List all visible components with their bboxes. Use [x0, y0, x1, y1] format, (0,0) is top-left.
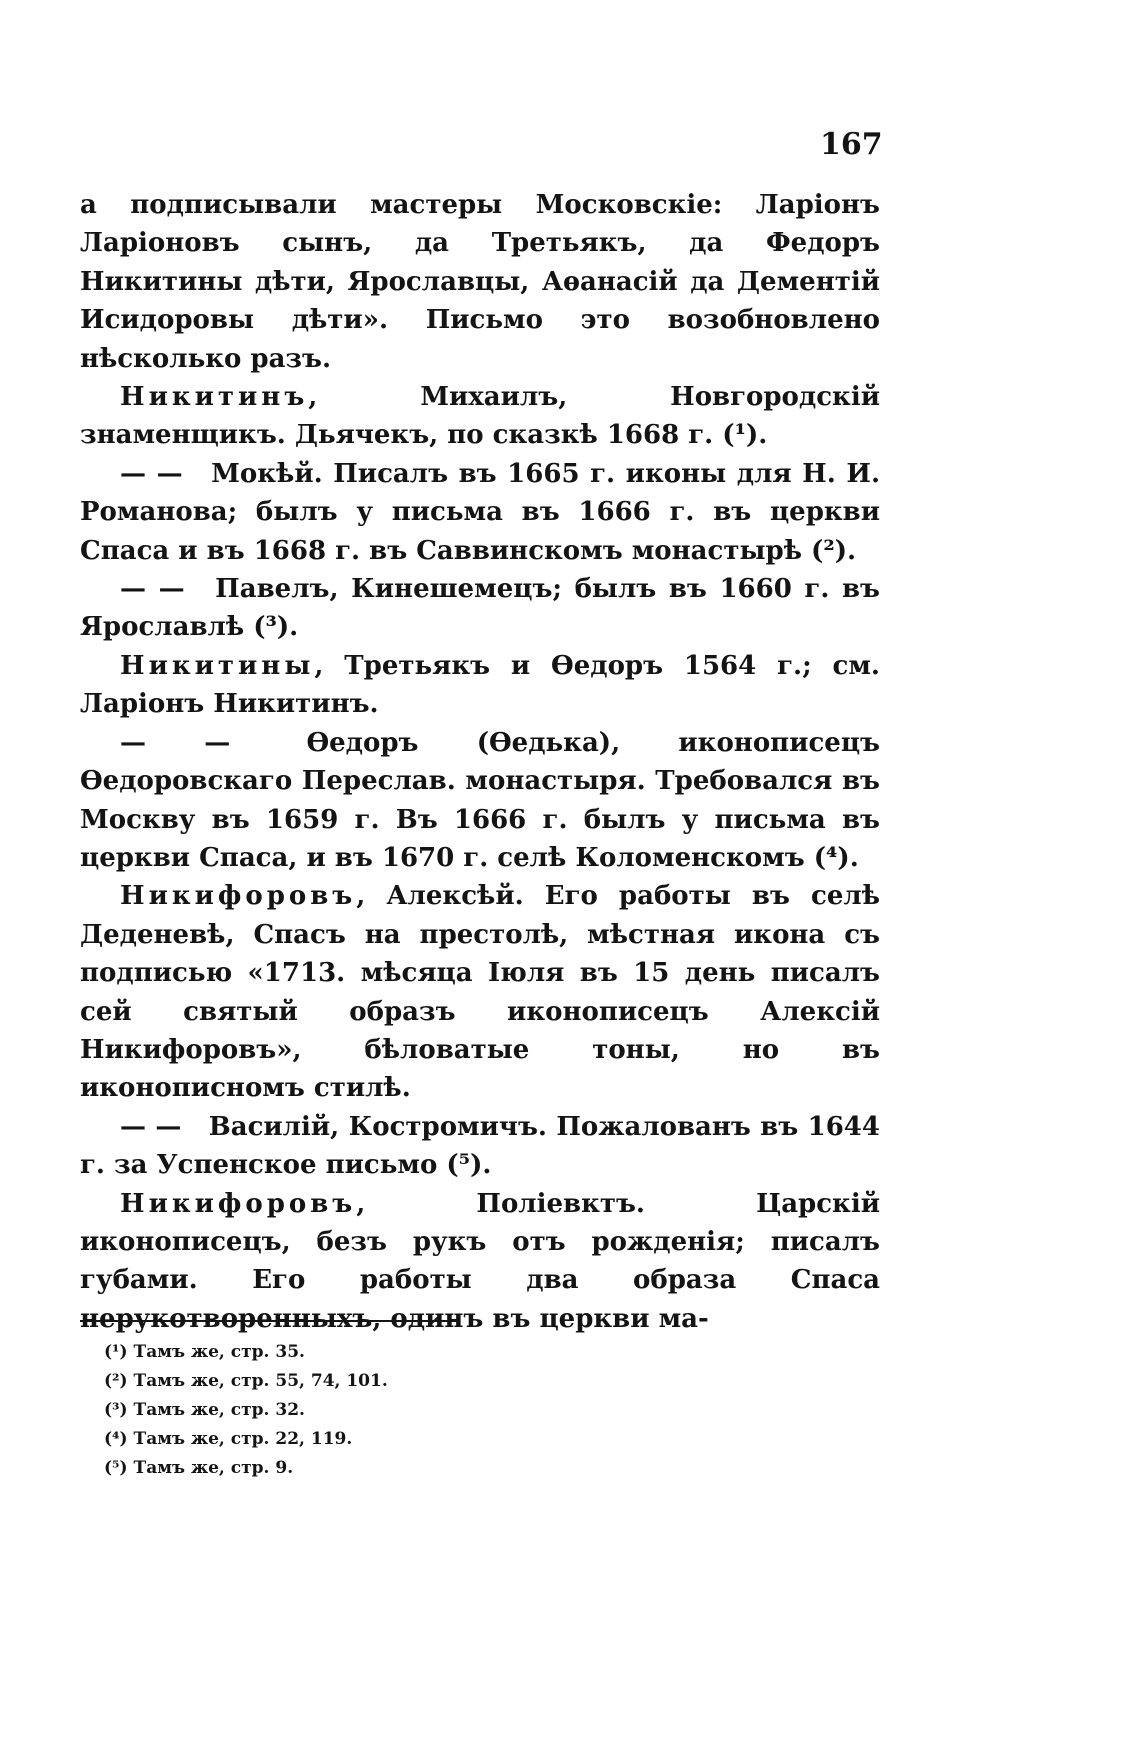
entry-name: Никифоровъ [120, 1188, 357, 1219]
paragraph [80, 455, 880, 570]
paragraph-text: Мокѣй. Писалъ въ 1665 г. иконы для Н. И. Романова; былъ у письма въ 1666 г. въ церкви Спаса и въ 1668 г. въ Саввинскомъ монастырѣ (²). [80, 458, 880, 566]
body-text [80, 186, 880, 1338]
paragraph [80, 186, 880, 378]
ditto-dash: — — [120, 1111, 182, 1142]
paragraph-text: Павелъ, Кинешемецъ; былъ въ 1660 г. въ Ярославлѣ (³). [80, 574, 880, 643]
paragraph-text: , Третьякъ и Ѳедоръ 1564 г.; см. Ларіонъ Никитинъ. [80, 650, 880, 720]
paragraph-text: Ѳедоръ (Ѳедька), иконописецъ Ѳедоровскаго Переслав. монастыря. Требовался въ Москву въ 1659 г. Въ 1666 г. былъ у письма въ церкви Спаса, и въ 1670 г. селѣ Коломенскомъ (⁴). [80, 727, 880, 873]
paragraph [80, 1185, 880, 1339]
footnote [104, 1454, 604, 1483]
ditto-dash: — — [120, 574, 185, 605]
entry-name: Никитины [120, 650, 315, 681]
paragraph [80, 724, 880, 878]
entry-name: Никитинъ [120, 382, 309, 413]
paragraph-text: а подписывали мастеры Московскіе: Ларіонъ Ларіоновъ сынъ, да Третьякъ, да Федоръ Никитины дѣти, Ярославцы, Аѳанасій да Дементій Исидоровы дѣти». Письмо это возобновлено нѣсколько разъ. [80, 190, 880, 374]
paragraph [80, 647, 880, 724]
footnote-text: Тамъ же, стр. 22, 119. [133, 1429, 353, 1449]
footnote-text: Тамъ же, стр. 9. [133, 1458, 294, 1478]
footnote-mark: (¹) [104, 1342, 128, 1362]
paragraph-text: Василій, Костромичъ. Пожалованъ въ 1644 г. за Успенское письмо (⁵). [80, 1111, 880, 1181]
paragraph [80, 877, 880, 1107]
paragraph-text: , Алексѣй. Его работы въ селѣ Деденевѣ, Спасъ на престолѣ, мѣстная икона съ подписью «1713. мѣсяца Іюля въ 15 день писалъ сей святый образъ иконописецъ Алексій Никифоровъ», бѣловатые тоны, но въ иконописномъ стилѣ. [80, 881, 880, 1104]
footnote-mark: (⁴) [104, 1429, 128, 1449]
footnote [104, 1396, 604, 1425]
paragraph-text: , Поліевктъ. Царскій иконописецъ, безъ рукъ отъ рожденія; писалъ губами. Его работы два образа Спаса нерукотворенныхъ, одинъ въ церкви ма- [80, 1188, 880, 1334]
paragraph-text: , Михаилъ, Новгородскій знаменщикъ. Дьячекъ, по сказкѣ 1668 г. (¹). [80, 382, 880, 451]
footnote-mark: (³) [104, 1400, 128, 1420]
paragraph [80, 378, 880, 455]
footnotes [104, 1338, 604, 1483]
footnote [104, 1425, 604, 1454]
footnote-mark: (²) [104, 1371, 128, 1391]
entry-name: Никифоровъ [120, 881, 357, 912]
page-number: 167 [820, 127, 883, 162]
ditto-dash: — — [120, 458, 183, 489]
paragraph [80, 570, 880, 647]
footnote [104, 1338, 604, 1367]
footnote [104, 1367, 604, 1396]
paragraph [80, 1108, 880, 1185]
footnote-text: Тамъ же, стр. 35. [133, 1342, 305, 1362]
ditto-dash: — — [120, 727, 231, 758]
footnote-mark: (⁵) [104, 1458, 128, 1478]
footnote-divider [80, 1320, 460, 1322]
footnote-text: Тамъ же, стр. 55, 74, 101. [133, 1371, 388, 1391]
footnote-text: Тамъ же, стр. 32. [133, 1400, 305, 1420]
